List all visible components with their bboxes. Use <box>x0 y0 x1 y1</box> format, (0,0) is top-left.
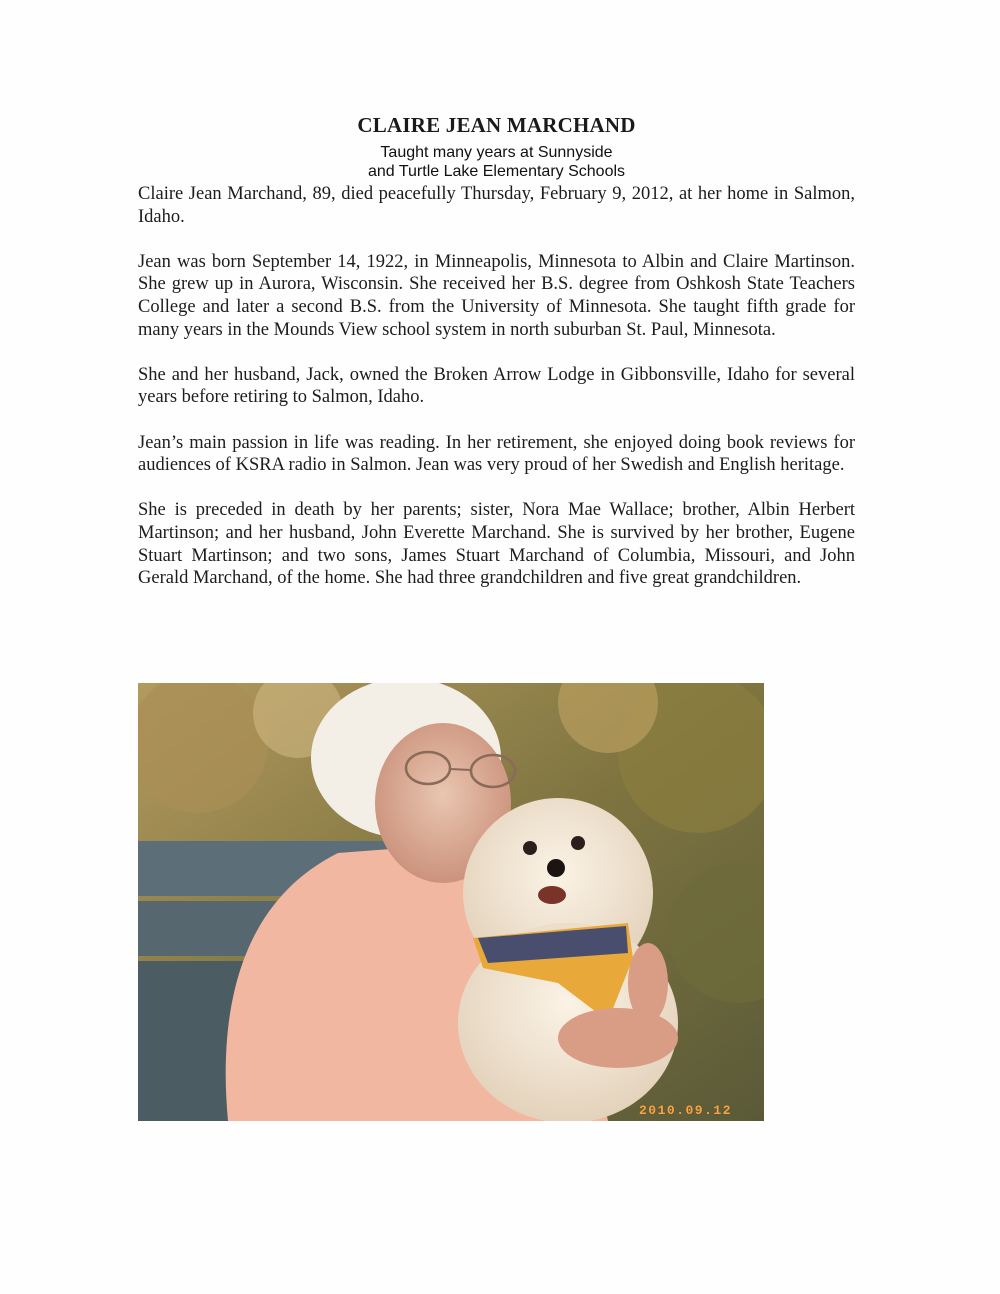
paragraph-early-life: Jean was born September 14, 1922, in Minneapolis, Minnesota to Albin and Claire Martinson. She grew up in Aurora, Wisconsin. She received her B.S. degree from Oshkosh State Teachers College and later a second B.S. from the University of Minnesota. She taught fifth grade for many years in the Mounds View school system in north suburban St. Paul, Minnesota. <box>138 251 855 340</box>
portrait-photo <box>138 683 764 1121</box>
subtitle-line-2: and Turtle Lake Elementary Schools <box>367 163 626 180</box>
photo-date-stamp: 2010.09.12 <box>638 1103 732 1118</box>
obituary-body <box>138 183 855 612</box>
page-title: CLAIRE JEAN MARCHAND <box>357 113 636 137</box>
subtitle <box>0 143 993 181</box>
paragraph-death-notice: Claire Jean Marchand, 89, died peacefully Thursday, February 9, 2012, at her home in Salmon, Idaho. <box>138 184 855 227</box>
paragraph-family: She is preceded in death by her parents; sister, Nora Mae Wallace; brother, Albin Herbert Martinson; and her husband, John Everette Marchand. She is survived by her brother, Eugene Stuart Martinson; and two sons, James Stuart Marchand of Columbia, Missouri, and John Gerald Marchand, of the home. She had three grandchildren and five great grandchildren. <box>138 500 855 589</box>
paragraph-passion: Jean’s main passion in life was reading. In her retirement, she enjoyed doing book reviews for audiences of KSRA radio in Salmon. Jean was very proud of her Swedish and English heritage. <box>138 432 855 476</box>
subtitle-line-1: Taught many years at Sunnyside <box>380 144 613 161</box>
paragraph-lodge: She and her husband, Jack, owned the Broken Arrow Lodge in Gibbonsville, Idaho for several years before retiring to Salmon, Idaho. <box>138 364 855 408</box>
photo-illustration <box>138 683 764 1121</box>
